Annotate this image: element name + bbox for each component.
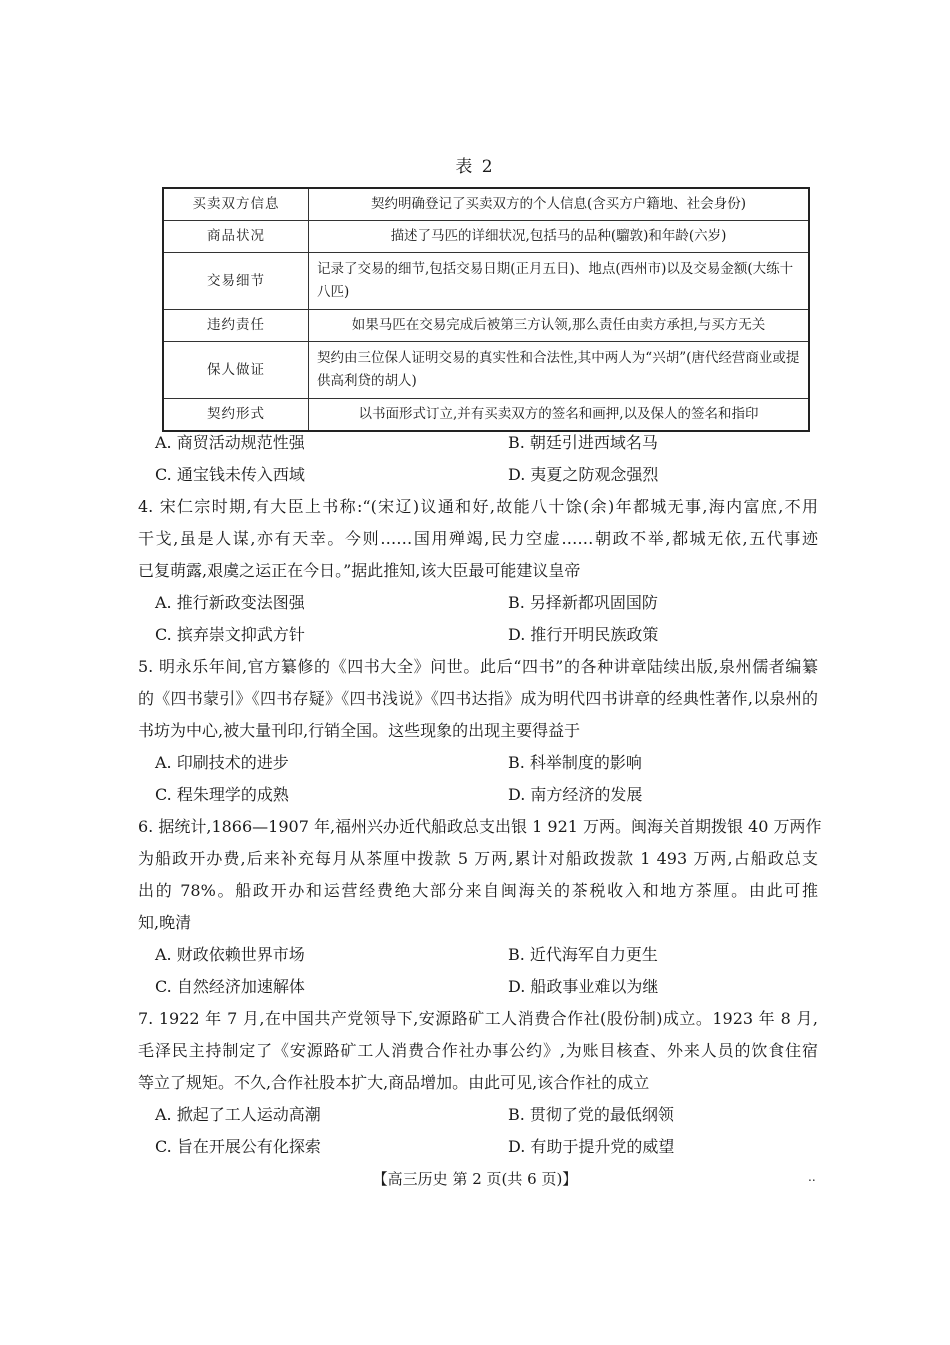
q3-option-b: B. 朝廷引进西域名马 (508, 433, 658, 452)
q5-option-a: A. 印刷技术的进步 (155, 753, 289, 772)
q4-option-d: D. 推行开明民族政策 (508, 625, 659, 644)
table-value: 记录了交易的细节,包括交易日期(正月五日)、地点(西州市)以及交易金额(大练十八匹) (309, 253, 810, 310)
footer-dots: .. (808, 1170, 816, 1184)
q5-option-c: C. 程朱理学的成熟 (155, 785, 289, 804)
q6-stem-line: 出的 78%。船政开办和运营经费绝大部分来自闽海关的茶税收入和地方茶厘。由此可推 (138, 881, 818, 900)
q5-option-d: D. 南方经济的发展 (508, 785, 643, 804)
q7-option-a: A. 掀起了工人运动高潮 (155, 1105, 321, 1124)
table-row (163, 310, 809, 342)
q3-option-d: D. 夷夏之防观念强烈 (508, 465, 659, 484)
q6-option-a: A. 财政依赖世界市场 (155, 945, 305, 964)
q4-stem-line: 干戈,虽是人谋,亦有天幸。今则……国用殚竭,民力空虚……朝政不举,都城无依,五代事迹 (138, 529, 818, 548)
table-key: 买卖双方信息 (163, 188, 309, 221)
q7-stem-line: 7. 1922 年 7 月,在中国共产党领导下,安源路矿工人消费合作社(股份制)成立。1923 年 8 月, (138, 1009, 818, 1028)
q7-option-b: B. 贯彻了党的最低纲领 (508, 1105, 674, 1124)
q7-stem-line: 毛泽民主持制定了《安源路矿工人消费合作社办事公约》,为账目核查、外来人员的饮食住宿 (138, 1041, 818, 1060)
table-row (163, 399, 809, 432)
table-row (163, 253, 809, 310)
q5-stem-line: 的《四书蒙引》《四书存疑》《四书浅说》《四书达指》成为明代四书讲章的经典性著作,以泉州的 (138, 689, 818, 708)
page-footer: 【高三历史 第 2 页(共 6 页)】 (372, 1170, 578, 1188)
table-value: 以书面形式订立,并有买卖双方的签名和画押,以及保人的签名和指印 (309, 399, 810, 432)
table-value: 契约明确登记了买卖双方的个人信息(含买方户籍地、社会身份) (309, 188, 810, 221)
q4-stem-line: 已复萌露,艰虞之运正在今日。”据此推知,该大臣最可能建议皇帝 (138, 561, 581, 580)
q7-option-c: C. 旨在开展公有化探索 (155, 1137, 321, 1156)
q4-stem-line: 4. 宋仁宗时期,有大臣上书称:“(宋辽)议通和好,故能八十馀(余)年都城无事,海内富庶,不用 (138, 497, 818, 516)
table-row (163, 188, 809, 221)
contract-info-table (162, 187, 810, 432)
q6-option-b: B. 近代海军自力更生 (508, 945, 658, 964)
table-key: 违约责任 (163, 310, 309, 342)
q4-option-b: B. 另择新都巩固国防 (508, 593, 658, 612)
table-value: 契约由三位保人证明交易的真实性和合法性,其中两人为“兴胡”(唐代经营商业或提供高利贷的胡人) (309, 342, 810, 399)
table-key: 商品状况 (163, 221, 309, 253)
q3-option-c: C. 通宝钱未传入西域 (155, 465, 305, 484)
table-value: 描述了马匹的详细状况,包括马的品种(騮敦)和年龄(六岁) (309, 221, 810, 253)
q6-stem-line: 6. 据统计,1866—1907 年,福州兴办近代船政总支出银 1 921 万两。闽海关首期拨银 40 万两作 (138, 817, 822, 836)
table-caption: 表 2 (455, 157, 495, 177)
q6-option-c: C. 自然经济加速解体 (155, 977, 305, 996)
q5-option-b: B. 科举制度的影响 (508, 753, 642, 772)
q6-stem-line: 知,晚清 (138, 913, 192, 932)
table-key: 交易细节 (163, 253, 309, 310)
q3-option-a: A. 商贸活动规范性强 (155, 433, 305, 452)
table-key: 保人做证 (163, 342, 309, 399)
table-row (163, 342, 809, 399)
q5-stem-line: 书坊为中心,被大量刊印,行销全国。这些现象的出现主要得益于 (138, 721, 581, 740)
q7-option-d: D. 有助于提升党的威望 (508, 1137, 675, 1156)
q6-stem-line: 为船政开办费,后来补充每月从茶厘中拨款 5 万两,累计对船政拨款 1 493 万两,占船政总支 (138, 849, 818, 868)
q7-stem-line: 等立了规矩。不久,合作社股本扩大,商品增加。由此可见,该合作社的成立 (138, 1073, 650, 1092)
table-value: 如果马匹在交易完成后被第三方认领,那么责任由卖方承担,与买方无关 (309, 310, 810, 342)
table-key: 契约形式 (163, 399, 309, 432)
table-row (163, 221, 809, 253)
q4-option-c: C. 摈弃崇文抑武方针 (155, 625, 305, 644)
q4-option-a: A. 推行新政变法图强 (155, 593, 305, 612)
q6-option-d: D. 船政事业难以为继 (508, 977, 659, 996)
q5-stem-line: 5. 明永乐年间,官方纂修的《四书大全》问世。此后“四书”的各种讲章陆续出版,泉州儒者编纂 (138, 657, 818, 676)
